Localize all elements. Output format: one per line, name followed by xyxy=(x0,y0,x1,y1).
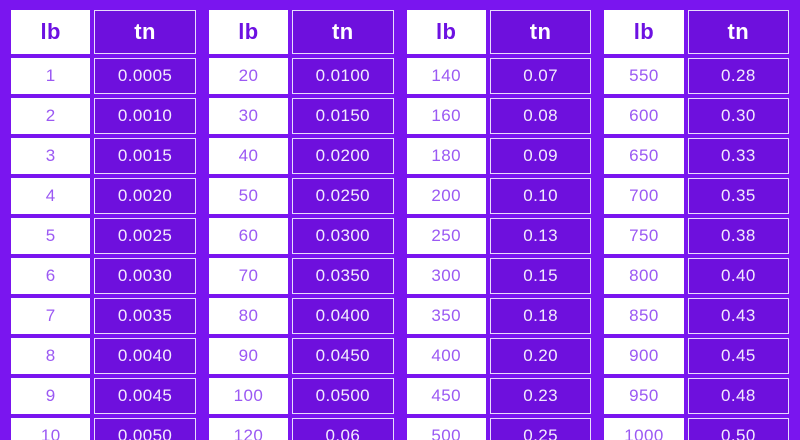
lb-value-cell: 1 xyxy=(11,58,90,94)
table-row xyxy=(11,98,196,134)
lb-value-cell: 650 xyxy=(604,138,683,174)
tn-value-cell: 0.0010 xyxy=(94,98,195,134)
lb-value-cell: 450 xyxy=(407,378,486,414)
lb-value-cell: 2 xyxy=(11,98,90,134)
tn-value-cell: 0.0400 xyxy=(292,298,393,334)
lb-value-cell: 850 xyxy=(604,298,683,334)
table-header-row xyxy=(11,10,196,54)
lb-value-cell: 600 xyxy=(604,98,683,134)
tn-value-cell: 0.45 xyxy=(688,338,789,374)
lb-value-cell: 120 xyxy=(209,418,288,440)
tn-value-cell: 0.20 xyxy=(490,338,591,374)
lb-column-header: lb xyxy=(407,10,486,54)
lb-value-cell: 8 xyxy=(11,338,90,374)
lb-value-cell: 4 xyxy=(11,178,90,214)
tn-column-header: tn xyxy=(688,10,789,54)
tn-value-cell: 0.07 xyxy=(490,58,591,94)
table-row xyxy=(407,418,592,440)
tn-value-cell: 0.18 xyxy=(490,298,591,334)
lb-value-cell: 140 xyxy=(407,58,486,94)
table-row xyxy=(209,258,394,294)
lb-column-header: lb xyxy=(209,10,288,54)
lb-value-cell: 70 xyxy=(209,258,288,294)
lb-value-cell: 20 xyxy=(209,58,288,94)
table-row xyxy=(604,218,789,254)
table-row xyxy=(209,338,394,374)
lb-value-cell: 10 xyxy=(11,418,90,440)
tn-value-cell: 0.10 xyxy=(490,178,591,214)
table-row xyxy=(11,258,196,294)
tn-value-cell: 0.25 xyxy=(490,418,591,440)
table-row xyxy=(11,418,196,440)
lb-value-cell: 6 xyxy=(11,258,90,294)
lb-value-cell: 180 xyxy=(407,138,486,174)
tn-value-cell: 0.0100 xyxy=(292,58,393,94)
table-row xyxy=(11,378,196,414)
table-row xyxy=(209,58,394,94)
table-body xyxy=(407,58,592,440)
table-row xyxy=(604,378,789,414)
table-row xyxy=(604,58,789,94)
table-row xyxy=(604,298,789,334)
tn-value-cell: 0.30 xyxy=(688,98,789,134)
table-row xyxy=(604,138,789,174)
tn-value-cell: 0.33 xyxy=(688,138,789,174)
lb-value-cell: 80 xyxy=(209,298,288,334)
table-row xyxy=(209,378,394,414)
table-row xyxy=(407,218,592,254)
lb-value-cell: 3 xyxy=(11,138,90,174)
tn-column-header: tn xyxy=(292,10,393,54)
lb-value-cell: 1000 xyxy=(604,418,683,440)
table-row xyxy=(209,178,394,214)
tn-value-cell: 0.28 xyxy=(688,58,789,94)
lb-value-cell: 300 xyxy=(407,258,486,294)
table-header-row xyxy=(604,10,789,54)
lb-value-cell: 160 xyxy=(407,98,486,134)
lb-value-cell: 100 xyxy=(209,378,288,414)
table-row xyxy=(604,258,789,294)
tn-value-cell: 0.0300 xyxy=(292,218,393,254)
tn-value-cell: 0.0045 xyxy=(94,378,195,414)
table-row xyxy=(209,298,394,334)
lb-value-cell: 800 xyxy=(604,258,683,294)
lb-value-cell: 500 xyxy=(407,418,486,440)
lb-value-cell: 40 xyxy=(209,138,288,174)
lb-value-cell: 50 xyxy=(209,178,288,214)
table-row xyxy=(209,418,394,440)
lb-value-cell: 900 xyxy=(604,338,683,374)
conversion-table-3 xyxy=(407,10,592,440)
tn-value-cell: 0.38 xyxy=(688,218,789,254)
table-row xyxy=(407,178,592,214)
table-header-row xyxy=(407,10,592,54)
table-row xyxy=(11,298,196,334)
conversion-table-2 xyxy=(209,10,394,440)
tn-value-cell: 0.0025 xyxy=(94,218,195,254)
tn-value-cell: 0.0200 xyxy=(292,138,393,174)
tn-value-cell: 0.40 xyxy=(688,258,789,294)
table-row xyxy=(604,338,789,374)
lb-value-cell: 60 xyxy=(209,218,288,254)
lb-value-cell: 90 xyxy=(209,338,288,374)
table-header-row xyxy=(209,10,394,54)
lb-value-cell: 550 xyxy=(604,58,683,94)
lb-column-header: lb xyxy=(11,10,90,54)
table-row xyxy=(407,98,592,134)
lb-value-cell: 700 xyxy=(604,178,683,214)
tn-column-header: tn xyxy=(94,10,195,54)
table-row xyxy=(407,298,592,334)
tn-column-header: tn xyxy=(490,10,591,54)
table-row xyxy=(209,138,394,174)
conversion-table-1 xyxy=(11,10,196,440)
tn-value-cell: 0.50 xyxy=(688,418,789,440)
table-row xyxy=(407,338,592,374)
tn-value-cell: 0.43 xyxy=(688,298,789,334)
tn-value-cell: 0.09 xyxy=(490,138,591,174)
lb-value-cell: 200 xyxy=(407,178,486,214)
table-row xyxy=(604,98,789,134)
table-row xyxy=(11,178,196,214)
lb-column-header: lb xyxy=(604,10,683,54)
tn-value-cell: 0.0015 xyxy=(94,138,195,174)
table-row xyxy=(11,218,196,254)
lb-value-cell: 950 xyxy=(604,378,683,414)
tn-value-cell: 0.23 xyxy=(490,378,591,414)
tn-value-cell: 0.0035 xyxy=(94,298,195,334)
lb-value-cell: 9 xyxy=(11,378,90,414)
table-row xyxy=(11,338,196,374)
tn-value-cell: 0.15 xyxy=(490,258,591,294)
lb-value-cell: 30 xyxy=(209,98,288,134)
tn-value-cell: 0.0030 xyxy=(94,258,195,294)
table-row xyxy=(11,138,196,174)
tn-value-cell: 0.48 xyxy=(688,378,789,414)
table-row xyxy=(407,58,592,94)
tn-value-cell: 0.13 xyxy=(490,218,591,254)
table-row xyxy=(407,258,592,294)
tn-value-cell: 0.0005 xyxy=(94,58,195,94)
tn-value-cell: 0.0250 xyxy=(292,178,393,214)
tn-value-cell: 0.35 xyxy=(688,178,789,214)
lb-value-cell: 350 xyxy=(407,298,486,334)
conversion-table-4 xyxy=(604,10,789,440)
table-row xyxy=(209,98,394,134)
lb-value-cell: 400 xyxy=(407,338,486,374)
lb-value-cell: 5 xyxy=(11,218,90,254)
tn-value-cell: 0.0040 xyxy=(94,338,195,374)
table-row xyxy=(604,418,789,440)
table-row xyxy=(11,58,196,94)
tn-value-cell: 0.0500 xyxy=(292,378,393,414)
lb-value-cell: 250 xyxy=(407,218,486,254)
table-row xyxy=(604,178,789,214)
table-row xyxy=(407,138,592,174)
tn-value-cell: 0.08 xyxy=(490,98,591,134)
table-body xyxy=(11,58,196,440)
tn-value-cell: 0.0150 xyxy=(292,98,393,134)
lb-value-cell: 750 xyxy=(604,218,683,254)
table-row xyxy=(209,218,394,254)
table-body xyxy=(604,58,789,440)
table-body xyxy=(209,58,394,440)
tn-value-cell: 0.0020 xyxy=(94,178,195,214)
table-row xyxy=(407,378,592,414)
tn-value-cell: 0.0450 xyxy=(292,338,393,374)
tn-value-cell: 0.0050 xyxy=(94,418,195,440)
tn-value-cell: 0.0350 xyxy=(292,258,393,294)
lb-value-cell: 7 xyxy=(11,298,90,334)
tn-value-cell: 0.06 xyxy=(292,418,393,440)
